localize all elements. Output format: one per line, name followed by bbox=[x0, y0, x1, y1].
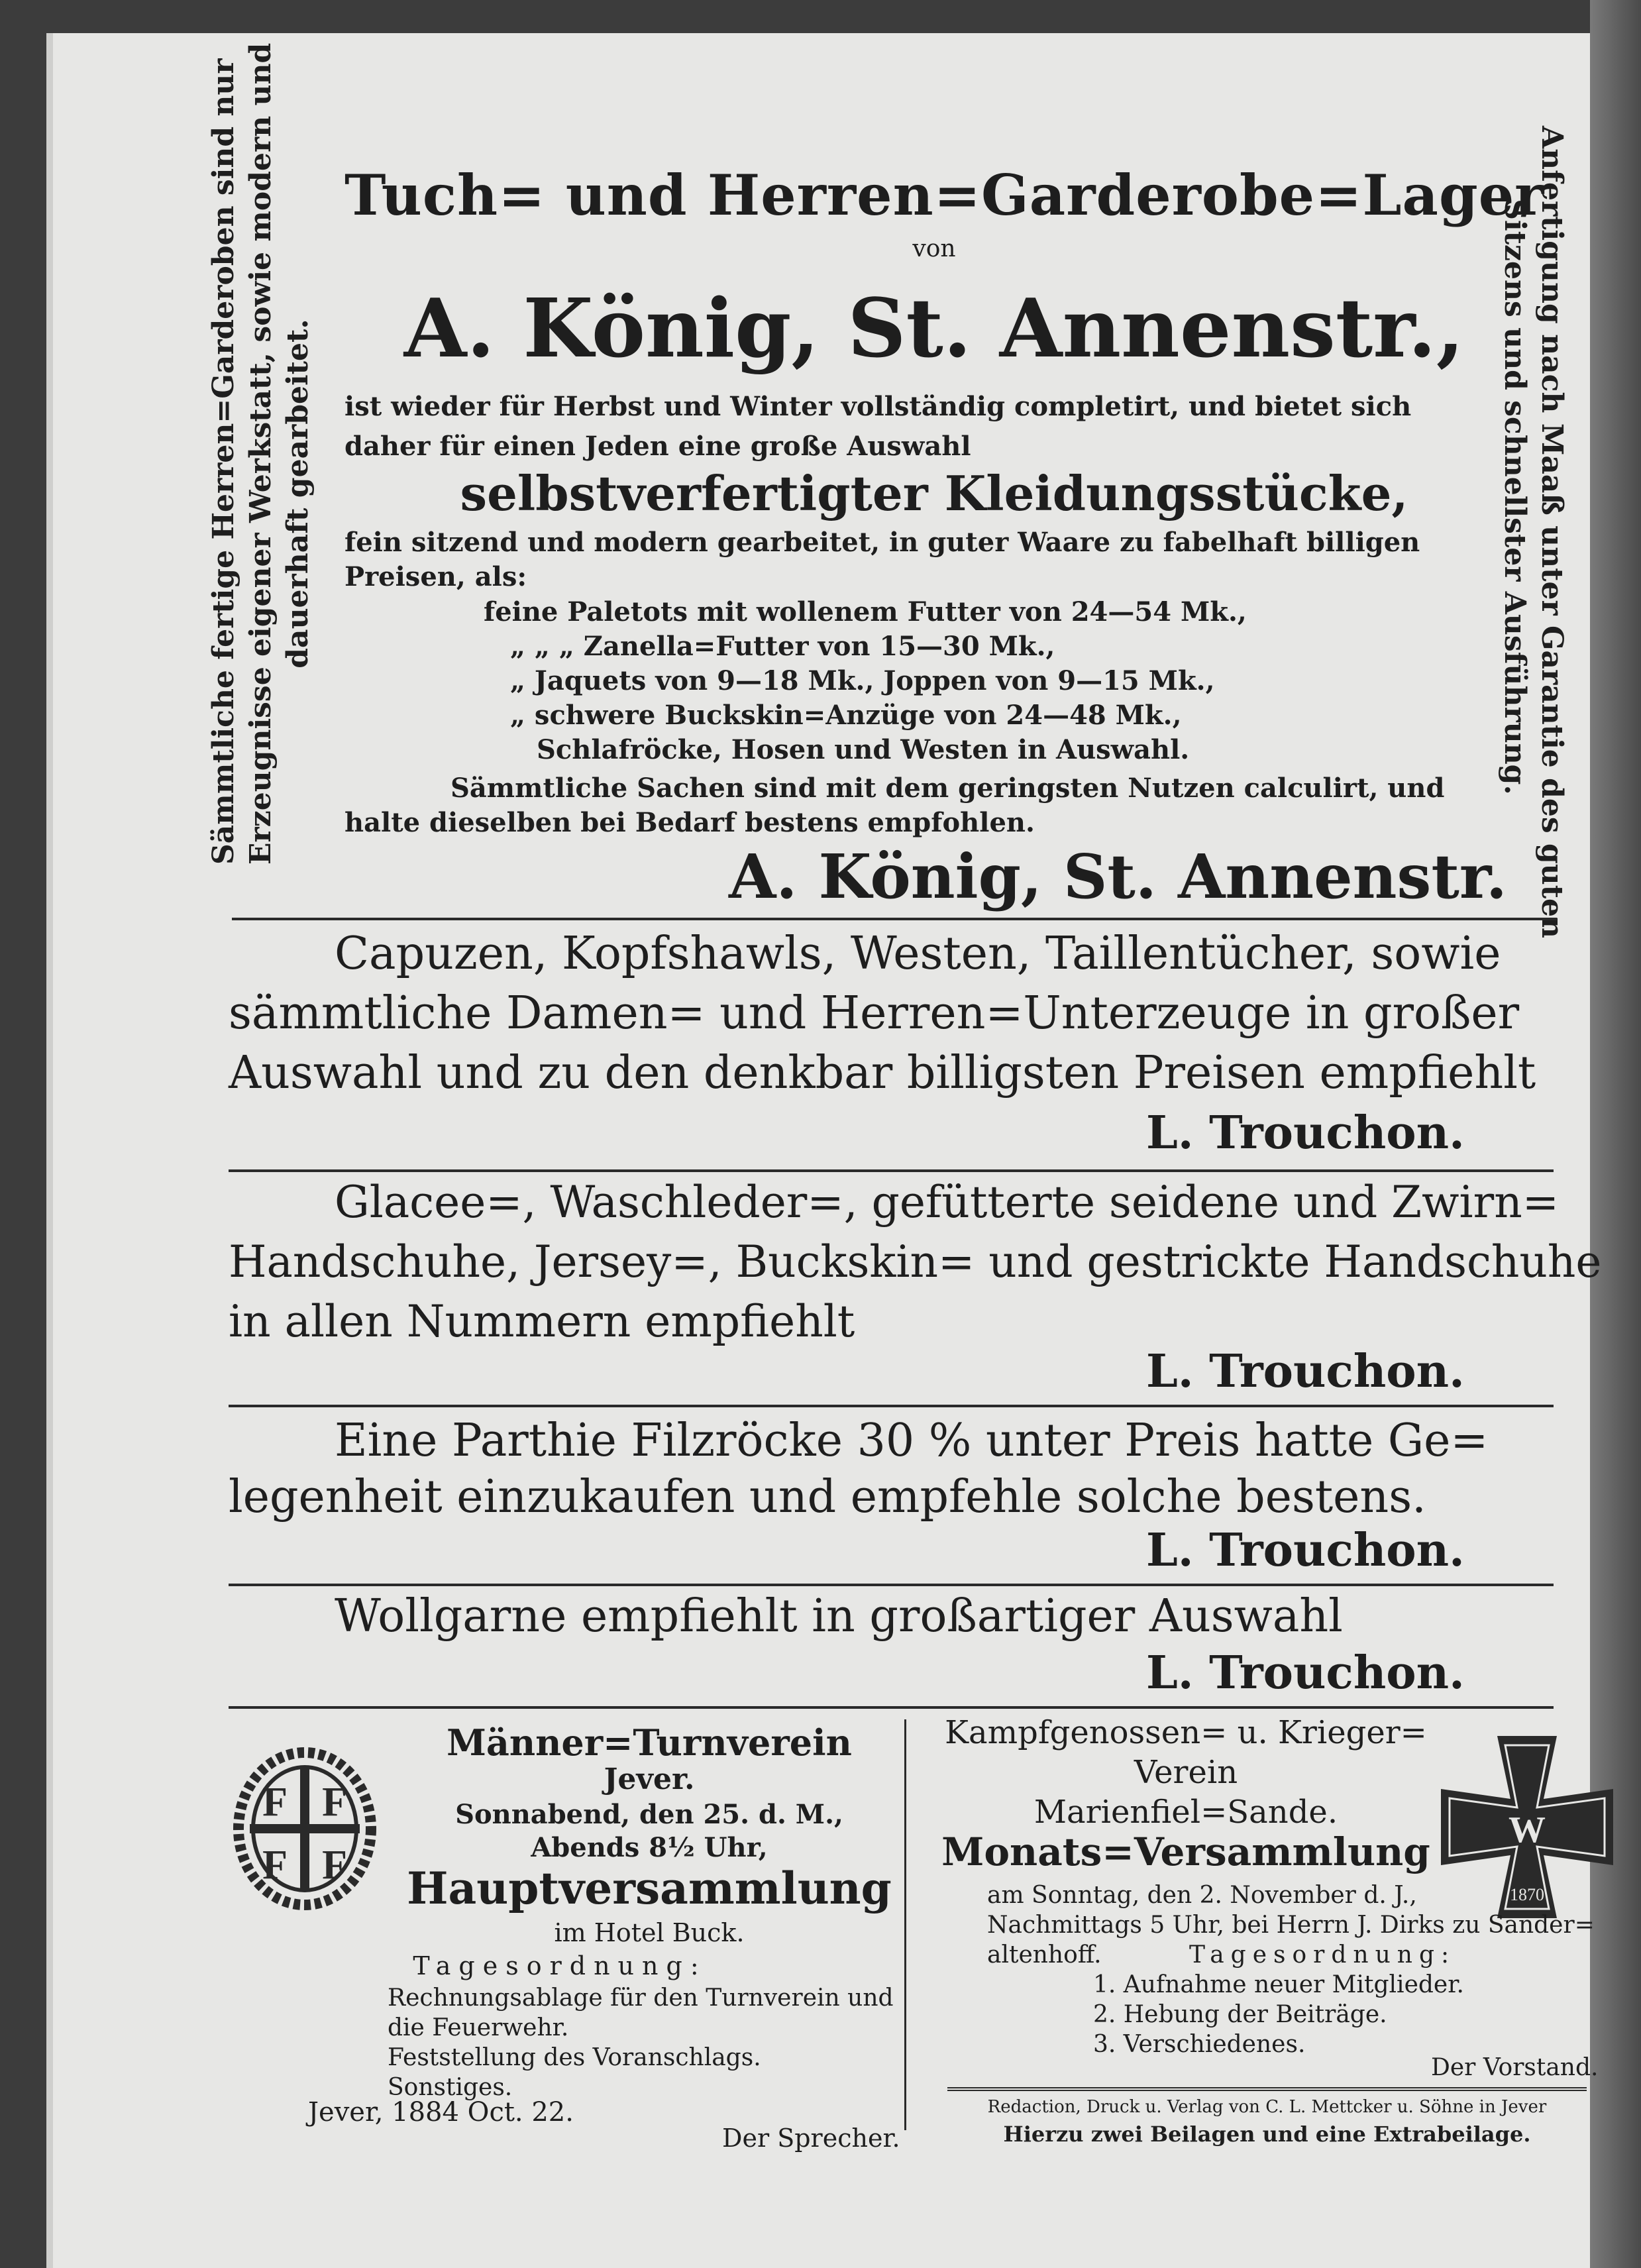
trouchon-line: Wollgarne empfiehlt in großartiger Auswahl bbox=[335, 1590, 1343, 1643]
svg-text:F: F bbox=[322, 1843, 347, 1888]
trouchon-line: Auswahl und zu den denkbar billigsten Preisen empfiehlt bbox=[229, 1047, 1536, 1099]
konig-item: „ „ „ Zanella=Futter von 15—30 Mk., bbox=[510, 631, 1055, 662]
imprint-rule bbox=[947, 2087, 1587, 2091]
krieger-title-line: Kampfgenossen= u. Krieger= bbox=[945, 1714, 1427, 1751]
scan-background bbox=[1590, 0, 1641, 2268]
trouchon-line: Capuzen, Kopfshawls, Westen, Taillentücher, sowie bbox=[335, 928, 1501, 980]
trouchon-signature: L. Trouchon. bbox=[1146, 1524, 1465, 1577]
krieger-agenda-item: 3. Verschiedenes. bbox=[1093, 2031, 1306, 2058]
divider-rule bbox=[229, 1405, 1554, 1407]
cross-letter: W bbox=[1509, 1809, 1546, 1851]
svg-text:F: F bbox=[322, 1780, 347, 1825]
turnverein-agenda-heading: Tagesordnung: bbox=[413, 1951, 707, 1980]
krieger-signature: Der Vorstand. bbox=[1431, 2054, 1599, 2081]
divider-rule bbox=[229, 1169, 1554, 1172]
side-right-line: Sitzens und schnellster Ausführung. bbox=[1498, 199, 1532, 795]
konig-intro-line: daher für einen Jeden eine große Auswahl bbox=[344, 431, 971, 462]
trouchon-signature: L. Trouchon. bbox=[1146, 1647, 1465, 1700]
konig-desc-line: Preisen, als: bbox=[344, 561, 527, 592]
cross-year: 1870 bbox=[1510, 1885, 1544, 1904]
turnverein-location: im Hotel Buck. bbox=[554, 1918, 745, 1947]
krieger-agenda-item: 1. Aufnahme neuer Mitglieder. bbox=[1093, 1971, 1464, 1998]
krieger-event: Monats=Versammlung bbox=[941, 1829, 1430, 1874]
turnverein-date: Sonnabend, den 25. d. M., bbox=[455, 1799, 843, 1830]
trouchon-line: Handschuhe, Jersey=, Buckskin= und gestrickte Handschuhe bbox=[229, 1236, 1602, 1287]
turnverein-emblem-icon bbox=[229, 1739, 381, 1925]
konig-name: A. König, St. Annenstr., bbox=[403, 280, 1465, 376]
konig-item: „ schwere Buckskin=Anzüge von 24—48 Mk., bbox=[510, 700, 1182, 731]
krieger-title-line: Marienfiel=Sande. bbox=[1033, 1794, 1338, 1831]
konig-intro-line: ist wieder für Herbst und Winter vollständig completirt, und bietet sich bbox=[344, 391, 1412, 422]
turnverein-agenda-item: Rechnungsablage für den Turnverein und bbox=[388, 1984, 894, 2012]
turnverein-time: Abends 8½ Uhr, bbox=[531, 1832, 768, 1863]
krieger-agenda-item: 2. Hebung der Beiträge. bbox=[1093, 2001, 1387, 2028]
konig-side-left bbox=[205, 42, 317, 865]
side-left-line: dauerhaft gearbeitet. bbox=[281, 319, 315, 669]
side-right-line: Anfertigung nach Maaß unter Garantie des guten bbox=[1535, 126, 1569, 939]
krieger-detail-line: altenhoff. bbox=[987, 1941, 1102, 1969]
trouchon-signature: L. Trouchon. bbox=[1146, 1345, 1465, 1398]
konig-item: feine Paletots mit wollenem Futter von 24—54 Mk., bbox=[484, 596, 1247, 627]
trouchon-line: Eine Parthie Filzröcke 30 % unter Preis hatte Ge= bbox=[335, 1415, 1489, 1467]
trouchon-line: in allen Nummern empfiehlt bbox=[229, 1296, 855, 1347]
svg-text:F: F bbox=[262, 1780, 288, 1825]
column-divider bbox=[904, 1719, 906, 2130]
iron-cross-icon bbox=[1431, 1729, 1623, 1925]
imprint-line: Redaction, Druck u. Verlag von C. L. Mettcker u. Söhne in Jever bbox=[987, 2097, 1547, 2117]
trouchon-signature: L. Trouchon. bbox=[1146, 1107, 1465, 1160]
krieger-detail-line: am Sonntag, den 2. November d. J., bbox=[987, 1882, 1417, 1909]
divider-rule bbox=[229, 1584, 1554, 1586]
svg-text:F: F bbox=[262, 1843, 288, 1888]
konig-signature: A. König, St. Annenstr. bbox=[729, 841, 1507, 912]
trouchon-line: sämmtliche Damen= und Herren=Unterzeuge in großer bbox=[229, 987, 1520, 1040]
trouchon-line: legenheit einzukaufen und empfehle solche bestens. bbox=[229, 1471, 1426, 1523]
krieger-detail-line: Nachmittags 5 Uhr, bei Herrn J. Dirks zu Sander= bbox=[987, 1912, 1595, 1939]
konig-highlight: selbstverfertigter Kleidungsstücke, bbox=[460, 465, 1408, 521]
side-left-line: Erzeugnisse eigener Werkstatt, sowie modern und bbox=[244, 42, 278, 865]
krieger-title-line: Verein bbox=[1134, 1754, 1238, 1791]
turnverein-agenda-item: Sonstiges. bbox=[388, 2074, 513, 2101]
konig-item: „ Jaquets von 9—18 Mk., Joppen von 9—15 Mk., bbox=[510, 665, 1215, 696]
turnverein-agenda-item: die Feuerwehr. bbox=[388, 2014, 569, 2041]
turnverein-event: Hauptversammlung bbox=[407, 1863, 892, 1914]
newspaper-page bbox=[46, 33, 1602, 2268]
turnverein-title: Männer=Turnverein bbox=[447, 1721, 852, 1764]
konig-closing-line: halte dieselben bei Bedarf bestens empfohlen. bbox=[344, 807, 1035, 838]
turnverein-dateline: Jever, 1884 Oct. 22. bbox=[308, 2097, 574, 2128]
konig-item: Schlafröcke, Hosen und Westen in Auswahl. bbox=[537, 734, 1190, 765]
turnverein-place: Jever. bbox=[604, 1762, 695, 1796]
konig-desc-line: fein sitzend und modern gearbeitet, in guter Waare zu fabelhaft billigen bbox=[344, 527, 1420, 558]
konig-heading: Tuch= und Herren=Garderobe=Lager bbox=[344, 162, 1545, 228]
konig-closing-line: Sämmtliche Sachen sind mit dem geringsten Nutzen calculirt, und bbox=[450, 773, 1445, 804]
imprint-line: Hierzu zwei Beilagen und eine Extrabeilage. bbox=[1003, 2122, 1531, 2147]
side-left-line: Sämmtliche fertige Herren=Garderoben sind nur bbox=[207, 58, 240, 865]
turnverein-signature: Der Sprecher. bbox=[722, 2124, 900, 2153]
trouchon-line: Glacee=, Waschleder=, gefütterte seidene und Zwirn= bbox=[335, 1177, 1559, 1228]
krieger-agenda-heading: Tagesordnung: bbox=[1189, 1941, 1456, 1969]
konig-von: von bbox=[912, 235, 956, 262]
divider-rule bbox=[232, 918, 1557, 920]
divider-rule bbox=[229, 1706, 1554, 1709]
turnverein-agenda-item: Feststellung des Voranschlags. bbox=[388, 2044, 761, 2071]
